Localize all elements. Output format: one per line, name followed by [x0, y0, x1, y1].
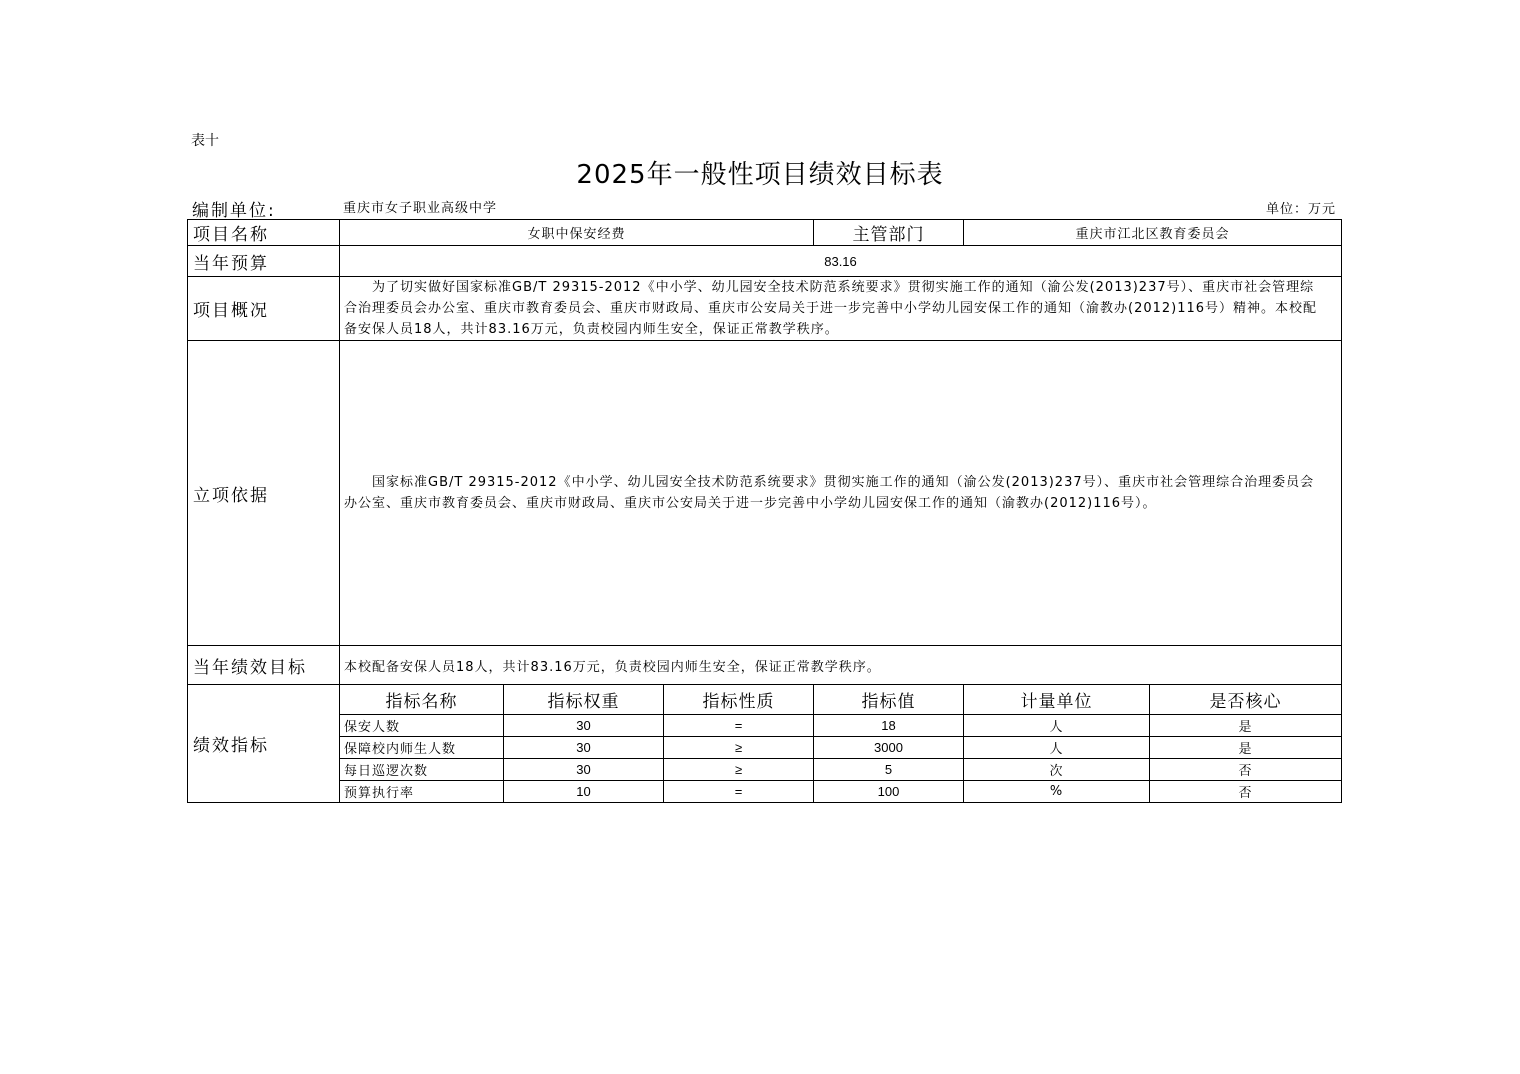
- goal-label: 当年绩效目标: [188, 646, 340, 685]
- indicator-weight: 30: [504, 715, 664, 737]
- indicator-unit: 人: [964, 715, 1150, 737]
- indicator-weight: 30: [504, 737, 664, 759]
- indicator-core: 否: [1150, 759, 1342, 781]
- unit-label: 单位：万元: [1265, 202, 1336, 217]
- indicator-value: 3000: [814, 737, 964, 759]
- overview-label: 项目概况: [188, 277, 340, 341]
- basis-row: [188, 341, 1342, 646]
- indicator-value: 5: [814, 759, 964, 781]
- indicator-name: 每日巡逻次数: [340, 759, 504, 781]
- budget-value: 83.16: [340, 246, 1342, 277]
- table-row: [188, 737, 1342, 759]
- dept-label: 主管部门: [814, 220, 964, 246]
- header-unit: 计量单位: [964, 685, 1150, 715]
- table-row: [188, 781, 1342, 803]
- budget-label: 当年预算: [188, 246, 340, 277]
- indicator-value: 100: [814, 781, 964, 803]
- indicator-unit: %: [964, 781, 1150, 803]
- performance-target-table: [187, 219, 1342, 803]
- indicator-name: 预算执行率: [340, 781, 504, 803]
- basis-label: 立项依据: [188, 341, 340, 646]
- dept-value: 重庆市江北区教育委员会: [964, 220, 1342, 246]
- table-tag: 表十: [191, 133, 219, 149]
- org-label: 编制单位:: [192, 201, 276, 221]
- table-row: [188, 715, 1342, 737]
- project-name-value: 女职中保安经费: [340, 220, 814, 246]
- indicator-nature: ≥: [664, 759, 814, 781]
- header-core: 是否核心: [1150, 685, 1342, 715]
- indicator-weight: 30: [504, 759, 664, 781]
- indicator-name: 保安人数: [340, 715, 504, 737]
- overview-text: 为了切实做好国家标准GB/T 29315-2012《中小学、幼儿园安全技术防范系统要求》贯彻实施工作的通知（渝公发(2013)237号）、重庆市社会管理综合治理委员会办公室、重庆市教育委员会、重庆市财政局、重庆市公安局关于进一步完善中小学幼儿园安保工作的通知（渝教办(2012)116号）精神。本校配备安保人员18人，共计83.16万元，负责校园内师生安全，保证正常教学秩序。: [340, 277, 1342, 341]
- indicator-unit: 人: [964, 737, 1150, 759]
- header-weight: 指标权重: [504, 685, 664, 715]
- org-value: 重庆市女子职业高级中学: [343, 201, 498, 216]
- table-row: [188, 759, 1342, 781]
- indicator-name: 保障校内师生人数: [340, 737, 504, 759]
- indicator-header-row: [188, 685, 1342, 715]
- indicator-weight: 10: [504, 781, 664, 803]
- goal-text: 本校配备安保人员18人，共计83.16万元，负责校园内师生安全，保证正常教学秩序。: [340, 646, 1342, 685]
- indicator-unit: 次: [964, 759, 1150, 781]
- project-name-row: [188, 220, 1342, 246]
- indicator-core: 否: [1150, 781, 1342, 803]
- overview-row: [188, 277, 1342, 341]
- project-name-label: 项目名称: [188, 220, 340, 246]
- page-title: 2025年一般性项目绩效目标表: [576, 160, 944, 190]
- header-indicator-name: 指标名称: [340, 685, 504, 715]
- indicator-core: 是: [1150, 737, 1342, 759]
- indicator-value: 18: [814, 715, 964, 737]
- indicator-nature: =: [664, 715, 814, 737]
- indicator-nature: ≥: [664, 737, 814, 759]
- header-nature: 指标性质: [664, 685, 814, 715]
- indicators-label: 绩效指标: [188, 685, 340, 803]
- indicator-nature: =: [664, 781, 814, 803]
- indicator-core: 是: [1150, 715, 1342, 737]
- header-value: 指标值: [814, 685, 964, 715]
- goal-row: [188, 646, 1342, 685]
- basis-text: 国家标准GB/T 29315-2012《中小学、幼儿园安全技术防范系统要求》贯彻实施工作的通知（渝公发(2013)237号）、重庆市社会管理综合治理委员会办公室、重庆市教育委员会、重庆市财政局、重庆市公安局关于进一步完善中小学幼儿园安保工作的通知（渝教办(2012)116号）。: [340, 341, 1342, 646]
- budget-row: [188, 246, 1342, 277]
